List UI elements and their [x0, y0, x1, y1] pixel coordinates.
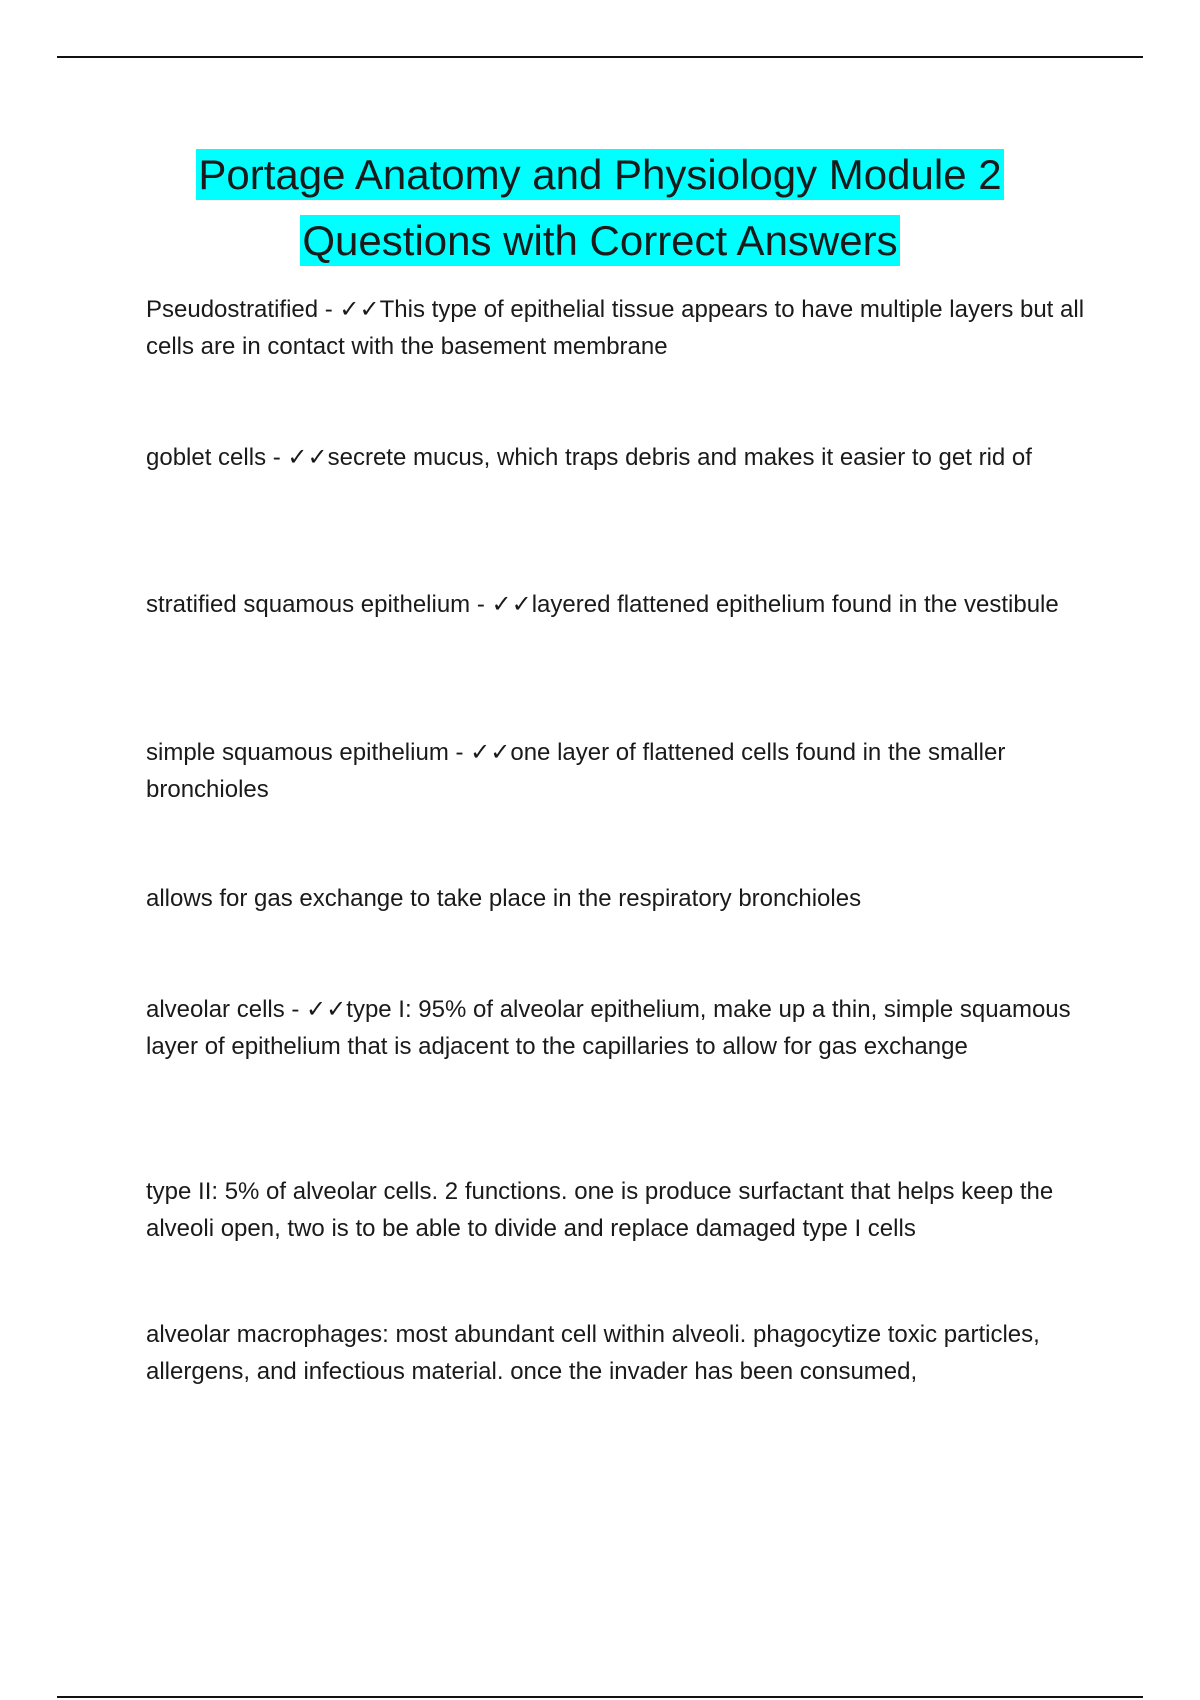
document-title: [0, 142, 1200, 274]
qa-entry-pseudostratified: Pseudostratified - ✓✓This type of epithelial tissue appears to have multiple layers but all cells are in contact with the basement membrane: [146, 296, 1085, 360]
title-line-2: Questions with Correct Answers: [302, 217, 898, 264]
top-rule: [57, 56, 1143, 58]
qa-entry-alveolar-cells: alveolar cells - ✓✓type I: 95% of alveolar epithelium, make up a thin, simple squamous layer of epithelium that is adjacent to the capillaries to allow for gas exchange: [146, 996, 1071, 1060]
qa-entry-goblet-cells: goblet cells - ✓✓secrete mucus, which traps debris and makes it easier to get rid of: [146, 444, 1032, 471]
qa-entry-simple-squamous: simple squamous epithelium - ✓✓one layer of flattened cells found in the smaller bronchioles: [146, 739, 1006, 803]
qa-entry-alveolar-macrophages: alveolar macrophages: most abundant cell within alveoli. phagocytize toxic particles, allergens, and infectious material. once the invader has been consumed,: [146, 1321, 1040, 1385]
qa-entry-type-ii: type II: 5% of alveolar cells. 2 functions. one is produce surfactant that helps keep the alveoli open, two is to be able to divide and replace damaged type I cells: [146, 1178, 1054, 1242]
title-line-1: Portage Anatomy and Physiology Module 2: [198, 151, 1002, 198]
qa-entry-gas-exchange: allows for gas exchange to take place in the respiratory bronchioles: [146, 885, 862, 912]
qa-entry-stratified-squamous: stratified squamous epithelium - ✓✓layered flattened epithelium found in the vestibule: [146, 591, 1059, 618]
bottom-rule: [57, 1696, 1143, 1698]
